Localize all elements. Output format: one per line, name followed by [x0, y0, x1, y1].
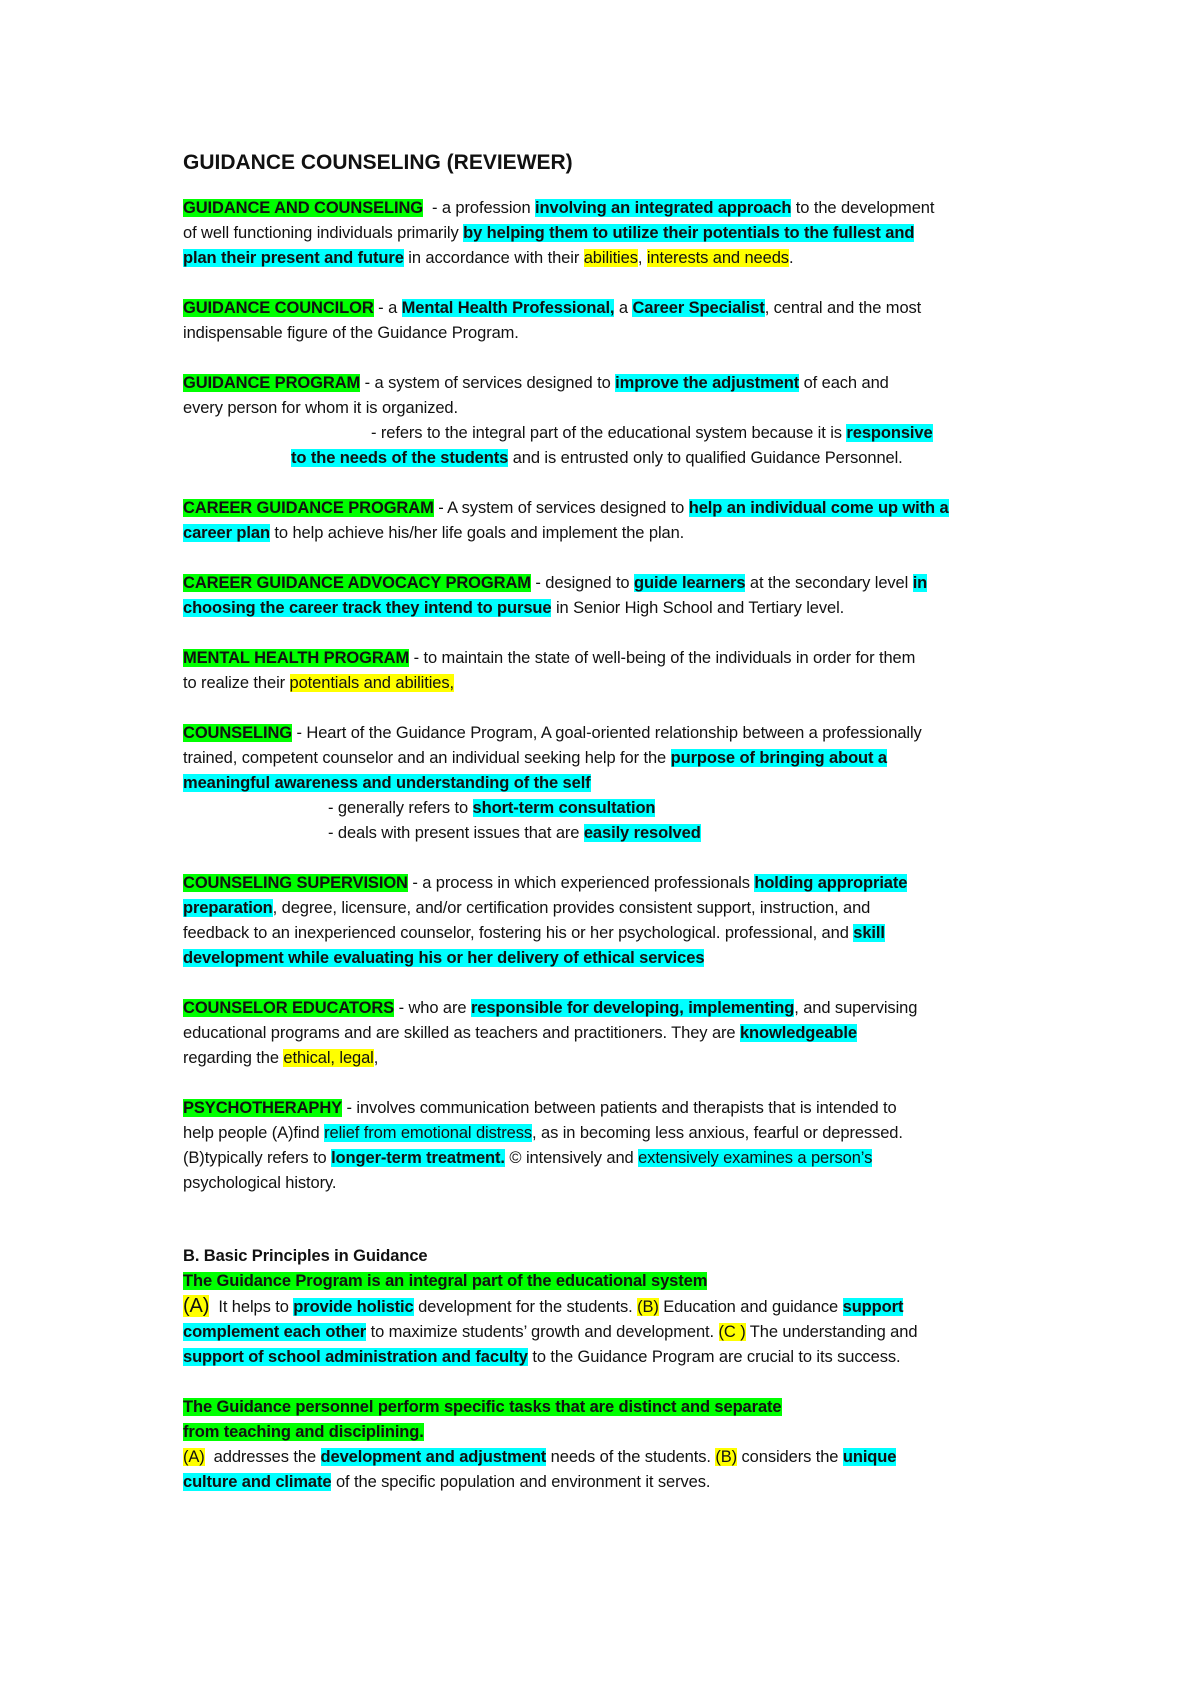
- highlight-text: potentials and abilities,: [289, 674, 454, 692]
- text: .: [788, 249, 794, 267]
- definition-counseling-supervision: [183, 871, 1043, 971]
- term-label: CAREER GUIDANCE ADVOCACY PROGRAM: [183, 574, 531, 592]
- highlight-text: culture and climate: [183, 1473, 332, 1491]
- highlight-text: choosing the career track they intend to pursue: [183, 599, 552, 617]
- text: to the Guidance Program are crucial to its success.: [527, 1348, 901, 1366]
- text: The understanding and: [745, 1323, 918, 1341]
- highlight-text: responsive: [846, 424, 933, 442]
- section-heading: B. Basic Principles in Guidance: [183, 1247, 428, 1265]
- text: - deals with present issues that are: [328, 824, 584, 842]
- text-line: [183, 1445, 1043, 1470]
- highlight-text: career plan: [183, 524, 270, 542]
- highlight-text: to the needs of the students: [291, 449, 509, 467]
- text: - a process in which experienced professionals: [407, 874, 755, 892]
- text: - refers to the integral part of the educational system because it is: [371, 424, 847, 442]
- highlight-text: The Guidance Program is an integral part of the educational system: [183, 1272, 708, 1290]
- definition-guidance-program: [183, 371, 1043, 471]
- highlight-text: preparation: [183, 899, 273, 917]
- text: ,: [373, 1049, 379, 1067]
- text: at the secondary level: [745, 574, 913, 592]
- text-line: [183, 796, 1043, 821]
- term-label: CAREER GUIDANCE PROGRAM: [183, 499, 434, 517]
- definition-guidance-councilor: [183, 296, 1043, 346]
- text: in Senior High School and Tertiary level.: [551, 599, 845, 617]
- section-basic-principles: [183, 1244, 1043, 1370]
- highlight-text: holding appropriate: [754, 874, 908, 892]
- text: It helps to: [209, 1298, 294, 1316]
- text: ,: [637, 249, 647, 267]
- term-label: COUNSELING: [183, 724, 293, 742]
- highlight-text: by helping them to utilize their potentials to the fullest and: [463, 224, 915, 242]
- highlight-text: improve the adjustment: [615, 374, 800, 392]
- text: trained, competent counselor and an individual seeking help for the: [183, 749, 671, 767]
- principle-guidance-personnel: [183, 1395, 1043, 1495]
- text-line: every person for whom it is organized.: [183, 399, 458, 417]
- definition-mental-health-program: [183, 646, 1043, 696]
- text-line: [183, 646, 1043, 671]
- text-line: [183, 596, 1043, 621]
- definition-counselor-educators: [183, 996, 1043, 1071]
- text-line: [183, 671, 1043, 696]
- text: - who are: [394, 999, 471, 1017]
- highlight-text: support of school administration and faculty: [183, 1348, 528, 1366]
- text: educational programs and are skilled as teachers and practitioners. They are: [183, 1024, 740, 1042]
- text-line: [183, 571, 1043, 596]
- text: to maximize students’ growth and development.: [366, 1323, 719, 1341]
- text: of well functioning individuals primarily: [183, 224, 464, 242]
- highlight-text: guide learners: [634, 574, 746, 592]
- definition-career-guidance-program: [183, 496, 1043, 546]
- highlight-text: knowledgeable: [739, 1024, 857, 1042]
- text: - a profession: [423, 199, 536, 217]
- highlight-text: purpose of bringing about a: [670, 749, 887, 767]
- definition-career-guidance-advocacy-program: [183, 571, 1043, 621]
- term-label: COUNSELING SUPERVISION: [183, 874, 408, 892]
- highlight-text: extensively examines a person’s: [638, 1149, 873, 1167]
- text-line: [183, 1046, 1043, 1071]
- highlight-text: abilities: [583, 249, 638, 267]
- page-title: GUIDANCE COUNSELING (REVIEWER): [183, 151, 573, 174]
- text-line: [183, 821, 1043, 846]
- text: - a: [373, 299, 402, 317]
- highlight-text: provide holistic: [293, 1298, 414, 1316]
- text-line: [183, 996, 1043, 1021]
- definition-counseling: [183, 721, 1043, 846]
- text-line: [183, 771, 1043, 796]
- text-line: [183, 446, 1043, 471]
- text: , degree, licensure, and/or certification provides consistent support, instruction, and: [272, 899, 871, 917]
- text: a: [614, 299, 633, 317]
- text-line: [183, 871, 1043, 896]
- term-label: COUNSELOR EDUCATORS: [183, 999, 395, 1017]
- highlight-text: unique: [842, 1448, 897, 1466]
- highlight-text: in: [912, 574, 928, 592]
- marker-label: (B): [715, 1448, 738, 1466]
- text: Education and guidance: [658, 1298, 843, 1316]
- text: in accordance with their: [403, 249, 584, 267]
- highlight-text: support: [842, 1298, 904, 1316]
- text-line: [183, 1021, 1043, 1046]
- highlight-text: easily resolved: [583, 824, 701, 842]
- principle-title: [183, 1395, 1043, 1420]
- highlight-text: interests and needs: [646, 249, 789, 267]
- text: - involves communication between patients and therapists that is intended to: [342, 1099, 897, 1117]
- text-line: [183, 196, 1043, 221]
- document-body: [183, 148, 1043, 1520]
- text: - a system of services designed to: [360, 374, 616, 392]
- highlight-text: short-term consultation: [472, 799, 656, 817]
- text-line: psychological history.: [183, 1174, 337, 1192]
- text-line: [183, 246, 1043, 271]
- highlight-text: development while evaluating his or her delivery of ethical services: [183, 949, 705, 967]
- marker-label: (B): [637, 1298, 659, 1316]
- definition-guidance-and-counseling: [183, 196, 1043, 271]
- highlight-text: development and adjustment: [320, 1448, 547, 1466]
- text-line: [183, 1470, 1043, 1495]
- text: to the development: [791, 199, 935, 217]
- text: (B)typically refers to: [183, 1149, 332, 1167]
- text: of the specific population and environment it serves.: [331, 1473, 711, 1491]
- term-label: PSYCHOTHERAPHY: [183, 1099, 343, 1117]
- highlight-text: Mental Health Professional,: [401, 299, 615, 317]
- principle-title: [183, 1269, 1043, 1294]
- text-line: [183, 921, 1043, 946]
- text-line: [183, 1146, 1043, 1171]
- highlight-text: relief from emotional distress: [324, 1124, 533, 1142]
- text: feedback to an inexperienced counselor, fostering his or her psychological. professional, and: [183, 924, 854, 942]
- text-line: [183, 496, 1043, 521]
- text: help people (A)find: [183, 1124, 325, 1142]
- marker-label: (A): [183, 1295, 210, 1317]
- text: regarding the: [183, 1049, 284, 1067]
- principle-title: [183, 1420, 1043, 1445]
- text-line: [183, 1294, 1043, 1320]
- text: , central and the most: [764, 299, 922, 317]
- text-line: [183, 1096, 1043, 1121]
- text-line: [183, 946, 1043, 971]
- text-line: [183, 896, 1043, 921]
- text-line: [183, 296, 1043, 321]
- text-line: [183, 746, 1043, 771]
- term-label: MENTAL HEALTH PROGRAM: [183, 649, 410, 667]
- marker-label: (C ): [718, 1323, 746, 1341]
- text: to help achieve his/her life goals and implement the plan.: [269, 524, 685, 542]
- highlight-text: involving an integrated approach: [535, 199, 792, 217]
- text-line: [183, 221, 1043, 246]
- text-line: [183, 1121, 1043, 1146]
- highlight-text: longer-term treatment.: [331, 1149, 505, 1167]
- text: - Heart of the Guidance Program, A goal-oriented relationship between a professionally: [292, 724, 922, 742]
- highlight-text: ethical, legal: [283, 1049, 374, 1067]
- text: © intensively and: [504, 1149, 639, 1167]
- text: development for the students.: [413, 1298, 638, 1316]
- highlight-text: plan their present and future: [183, 249, 404, 267]
- text: considers the: [737, 1448, 843, 1466]
- highlight-text: help an individual come up with a: [688, 499, 949, 517]
- text-line: [183, 521, 1043, 546]
- text-line: [183, 1320, 1043, 1345]
- term-label: GUIDANCE COUNCILOR: [183, 299, 374, 317]
- text: addresses the: [204, 1448, 321, 1466]
- text-line: [183, 421, 1043, 446]
- text-line: [183, 1345, 1043, 1370]
- text: - to maintain the state of well-being of the individuals in order for them: [409, 649, 916, 667]
- text: - designed to: [530, 574, 634, 592]
- text: of each and: [799, 374, 889, 392]
- text: and is entrusted only to qualified Guidance Personnel.: [508, 449, 903, 467]
- text: , and supervising: [794, 999, 918, 1017]
- text: needs of the students.: [546, 1448, 716, 1466]
- highlight-text: complement each other: [183, 1323, 367, 1341]
- highlight-text: responsible for developing, implementing: [470, 999, 795, 1017]
- text-line: [183, 721, 1043, 746]
- text: to realize their: [183, 674, 290, 692]
- marker-label: (A): [183, 1448, 205, 1466]
- highlight-text: The Guidance personnel perform specific tasks that are distinct and separate: [183, 1398, 782, 1416]
- highlight-text: skill: [853, 924, 885, 942]
- highlight-text: from teaching and disciplining.: [183, 1423, 424, 1441]
- text-line: [183, 371, 1043, 396]
- text-line: indispensable figure of the Guidance Program.: [183, 324, 519, 342]
- text: , as in becoming less anxious, fearful or depressed.: [532, 1124, 903, 1142]
- term-label: GUIDANCE AND COUNSELING: [183, 199, 424, 217]
- highlight-text: Career Specialist: [632, 299, 765, 317]
- text: - A system of services designed to: [433, 499, 689, 517]
- definition-psychotherapy: [183, 1096, 1043, 1196]
- highlight-text: meaningful awareness and understanding of the self: [183, 774, 591, 792]
- term-label: GUIDANCE PROGRAM: [183, 374, 361, 392]
- text: - generally refers to: [328, 799, 473, 817]
